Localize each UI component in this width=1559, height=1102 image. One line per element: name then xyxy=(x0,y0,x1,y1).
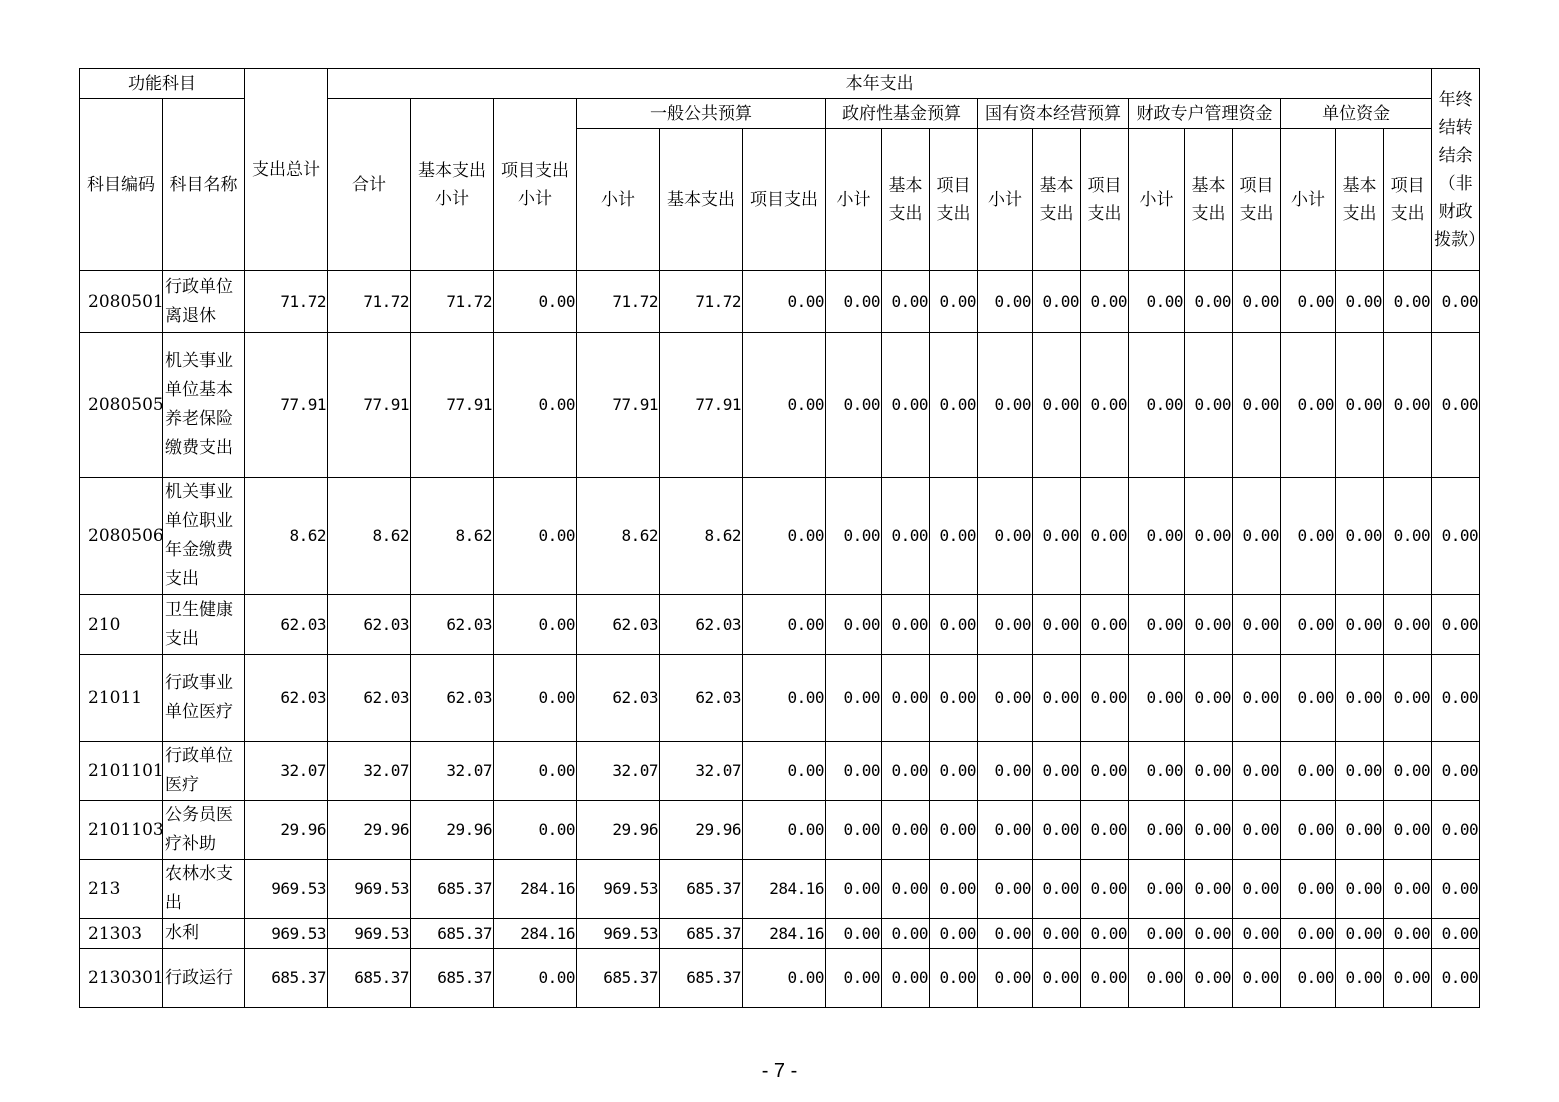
value-cell: 0.00 xyxy=(1033,801,1081,860)
value-cell: 0.00 xyxy=(882,860,930,919)
value-cell: 29.96 xyxy=(660,801,743,860)
value-cell: 0.00 xyxy=(1233,271,1281,333)
value-cell: 0.00 xyxy=(743,949,826,1008)
header-subtotal: 小计 xyxy=(826,129,882,271)
page-number: - 7 - xyxy=(761,1060,798,1082)
table-row xyxy=(80,949,1480,1008)
subject-code-cell: 21011 xyxy=(80,655,163,742)
value-cell: 62.03 xyxy=(328,595,411,655)
value-cell: 0.00 xyxy=(743,742,826,801)
subject-code-cell: 213 xyxy=(80,860,163,919)
subject-name-cell: 行政单位医疗 xyxy=(163,742,245,801)
value-cell: 0.00 xyxy=(930,742,978,801)
value-cell: 0.00 xyxy=(1129,478,1185,595)
value-cell: 0.00 xyxy=(826,655,882,742)
value-cell: 969.53 xyxy=(328,919,411,949)
subject-code-cell: 21303 xyxy=(80,919,163,949)
header-subtotal: 小计 xyxy=(1281,129,1336,271)
value-cell: 685.37 xyxy=(411,919,494,949)
value-cell: 77.91 xyxy=(328,333,411,478)
value-cell: 0.00 xyxy=(1336,919,1384,949)
value-cell: 685.37 xyxy=(577,949,660,1008)
value-cell: 0.00 xyxy=(1185,271,1233,333)
value-cell: 0.00 xyxy=(1336,801,1384,860)
value-cell: 0.00 xyxy=(826,595,882,655)
value-cell: 8.62 xyxy=(245,478,328,595)
subject-name-cell: 机关事业单位职业年金缴费支出 xyxy=(163,478,245,595)
value-cell: 969.53 xyxy=(577,860,660,919)
header-this-year-expense: 本年支出 xyxy=(328,69,1432,99)
value-cell: 71.72 xyxy=(411,271,494,333)
value-cell: 0.00 xyxy=(930,949,978,1008)
value-cell: 0.00 xyxy=(1281,801,1336,860)
value-cell: 0.00 xyxy=(1384,655,1432,742)
value-cell: 0.00 xyxy=(1281,919,1336,949)
value-cell: 0.00 xyxy=(1033,655,1081,742)
table-row xyxy=(80,655,1480,742)
value-cell: 0.00 xyxy=(1336,949,1384,1008)
value-cell: 0.00 xyxy=(1129,333,1185,478)
subject-name-cell: 行政事业单位医疗 xyxy=(163,655,245,742)
value-cell: 685.37 xyxy=(660,919,743,949)
subject-code-cell: 2080501 xyxy=(80,271,163,333)
subject-name-cell: 公务员医疗补助 xyxy=(163,801,245,860)
header-fiscal-special: 财政专户管理资金 xyxy=(1129,99,1281,129)
value-cell: 0.00 xyxy=(882,801,930,860)
value-cell: 0.00 xyxy=(978,655,1033,742)
value-cell: 0.00 xyxy=(1185,333,1233,478)
value-cell: 0.00 xyxy=(743,655,826,742)
value-cell: 0.00 xyxy=(1233,655,1281,742)
value-cell: 0.00 xyxy=(1384,478,1432,595)
value-cell: 284.16 xyxy=(743,919,826,949)
table-row xyxy=(80,478,1480,595)
value-cell: 32.07 xyxy=(577,742,660,801)
value-cell: 0.00 xyxy=(1033,271,1081,333)
value-cell: 0.00 xyxy=(1432,478,1480,595)
value-cell: 0.00 xyxy=(1336,595,1384,655)
value-cell: 0.00 xyxy=(1281,478,1336,595)
budget-expense-table xyxy=(79,68,1486,1008)
value-cell: 8.62 xyxy=(328,478,411,595)
value-cell: 0.00 xyxy=(1432,595,1480,655)
value-cell: 0.00 xyxy=(1185,919,1233,949)
value-cell: 0.00 xyxy=(882,919,930,949)
value-cell: 0.00 xyxy=(1185,860,1233,919)
header-basic-expense: 基本支出 xyxy=(1033,129,1081,271)
value-cell: 71.72 xyxy=(660,271,743,333)
value-cell: 0.00 xyxy=(743,271,826,333)
value-cell: 0.00 xyxy=(882,478,930,595)
value-cell: 0.00 xyxy=(1336,742,1384,801)
value-cell: 0.00 xyxy=(930,478,978,595)
value-cell: 0.00 xyxy=(1336,333,1384,478)
value-cell: 0.00 xyxy=(1129,801,1185,860)
value-cell: 969.53 xyxy=(328,860,411,919)
value-cell: 0.00 xyxy=(1129,919,1185,949)
value-cell: 0.00 xyxy=(743,333,826,478)
value-cell: 0.00 xyxy=(494,271,577,333)
value-cell: 0.00 xyxy=(1185,742,1233,801)
value-cell: 0.00 xyxy=(494,655,577,742)
value-cell: 0.00 xyxy=(494,333,577,478)
value-cell: 8.62 xyxy=(577,478,660,595)
value-cell: 0.00 xyxy=(930,655,978,742)
value-cell: 32.07 xyxy=(411,742,494,801)
value-cell: 62.03 xyxy=(577,655,660,742)
table-row xyxy=(80,860,1480,919)
subject-code-cell: 2080506 xyxy=(80,478,163,595)
value-cell: 0.00 xyxy=(978,860,1033,919)
value-cell: 0.00 xyxy=(1281,860,1336,919)
value-cell: 0.00 xyxy=(1233,595,1281,655)
value-cell: 0.00 xyxy=(1432,860,1480,919)
value-cell: 0.00 xyxy=(1233,949,1281,1008)
value-cell: 0.00 xyxy=(1384,949,1432,1008)
header-subtotal: 小计 xyxy=(1129,129,1185,271)
value-cell: 685.37 xyxy=(328,949,411,1008)
header-state-capital-budget: 国有资本经营预算 xyxy=(978,99,1129,129)
value-cell: 0.00 xyxy=(1384,595,1432,655)
value-cell: 0.00 xyxy=(1081,655,1129,742)
subject-name-cell: 行政单位离退休 xyxy=(163,271,245,333)
value-cell: 0.00 xyxy=(882,595,930,655)
table-body xyxy=(80,271,1480,1008)
value-cell: 0.00 xyxy=(1233,919,1281,949)
value-cell: 77.91 xyxy=(411,333,494,478)
value-cell: 0.00 xyxy=(930,333,978,478)
value-cell: 62.03 xyxy=(245,655,328,742)
value-cell: 71.72 xyxy=(577,271,660,333)
value-cell: 0.00 xyxy=(1129,860,1185,919)
value-cell: 0.00 xyxy=(494,949,577,1008)
value-cell: 0.00 xyxy=(494,801,577,860)
subject-name-cell: 机关事业单位基本养老保险缴费支出 xyxy=(163,333,245,478)
value-cell: 62.03 xyxy=(660,595,743,655)
value-cell: 0.00 xyxy=(1384,801,1432,860)
value-cell: 29.96 xyxy=(328,801,411,860)
value-cell: 0.00 xyxy=(978,742,1033,801)
value-cell: 0.00 xyxy=(1185,478,1233,595)
value-cell: 0.00 xyxy=(1233,801,1281,860)
value-cell: 0.00 xyxy=(1185,801,1233,860)
value-cell: 0.00 xyxy=(1432,919,1480,949)
value-cell: 0.00 xyxy=(826,271,882,333)
value-cell: 0.00 xyxy=(978,949,1033,1008)
value-cell: 32.07 xyxy=(328,742,411,801)
value-cell: 32.07 xyxy=(245,742,328,801)
value-cell: 284.16 xyxy=(743,860,826,919)
value-cell: 0.00 xyxy=(1336,655,1384,742)
header-project-subtotal: 项目支出小计 xyxy=(494,99,577,271)
subject-code-cell: 2101101 xyxy=(80,742,163,801)
value-cell: 0.00 xyxy=(826,949,882,1008)
header-func-subject: 功能科目 xyxy=(80,69,245,99)
value-cell: 0.00 xyxy=(1081,742,1129,801)
value-cell: 969.53 xyxy=(577,919,660,949)
value-cell: 0.00 xyxy=(826,742,882,801)
value-cell: 0.00 xyxy=(1281,333,1336,478)
header-basic-subtotal: 基本支出小计 xyxy=(411,99,494,271)
value-cell: 0.00 xyxy=(743,478,826,595)
value-cell: 0.00 xyxy=(1185,595,1233,655)
subject-code-cell: 210 xyxy=(80,595,163,655)
table-row xyxy=(80,742,1480,801)
value-cell: 0.00 xyxy=(1033,949,1081,1008)
header-gov-fund-budget: 政府性基金预算 xyxy=(826,99,978,129)
value-cell: 0.00 xyxy=(1384,860,1432,919)
value-cell: 0.00 xyxy=(1281,655,1336,742)
value-cell: 0.00 xyxy=(1033,478,1081,595)
value-cell: 0.00 xyxy=(1233,742,1281,801)
value-cell: 0.00 xyxy=(1384,919,1432,949)
value-cell: 62.03 xyxy=(245,595,328,655)
value-cell: 29.96 xyxy=(245,801,328,860)
value-cell: 0.00 xyxy=(1081,949,1129,1008)
header-total: 合计 xyxy=(328,99,411,271)
value-cell: 0.00 xyxy=(826,860,882,919)
header-year-end-balance: 年终结转结余（非财政拨款） xyxy=(1432,69,1480,271)
value-cell: 0.00 xyxy=(1432,801,1480,860)
subject-code-cell: 2101103 xyxy=(80,801,163,860)
value-cell: 77.91 xyxy=(577,333,660,478)
header-basic-expense: 基本支出 xyxy=(660,129,743,271)
table-row xyxy=(80,919,1480,949)
header-project-expense: 项目支出 xyxy=(1081,129,1129,271)
value-cell: 0.00 xyxy=(1336,478,1384,595)
value-cell: 0.00 xyxy=(1081,801,1129,860)
header-project-expense: 项目支出 xyxy=(1384,129,1432,271)
table-row xyxy=(80,801,1480,860)
value-cell: 0.00 xyxy=(1081,919,1129,949)
subject-name-cell: 行政运行 xyxy=(163,949,245,1008)
value-cell: 0.00 xyxy=(1281,742,1336,801)
header-subject-code: 科目编码 xyxy=(80,99,163,271)
value-cell: 685.37 xyxy=(411,860,494,919)
value-cell: 0.00 xyxy=(1129,595,1185,655)
value-cell: 0.00 xyxy=(1033,595,1081,655)
value-cell: 0.00 xyxy=(1185,655,1233,742)
value-cell: 29.96 xyxy=(411,801,494,860)
value-cell: 0.00 xyxy=(930,860,978,919)
table-row xyxy=(80,271,1480,333)
value-cell: 0.00 xyxy=(743,801,826,860)
value-cell: 0.00 xyxy=(1081,333,1129,478)
table-header xyxy=(80,69,1486,271)
value-cell: 8.62 xyxy=(660,478,743,595)
value-cell: 0.00 xyxy=(882,655,930,742)
value-cell: 0.00 xyxy=(1129,271,1185,333)
value-cell: 0.00 xyxy=(1281,949,1336,1008)
value-cell: 71.72 xyxy=(245,271,328,333)
value-cell: 685.37 xyxy=(245,949,328,1008)
value-cell: 0.00 xyxy=(1185,949,1233,1008)
value-cell: 0.00 xyxy=(1033,333,1081,478)
value-cell: 0.00 xyxy=(1384,333,1432,478)
header-basic-expense: 基本支出 xyxy=(882,129,930,271)
value-cell: 0.00 xyxy=(930,271,978,333)
value-cell: 0.00 xyxy=(1129,655,1185,742)
value-cell: 0.00 xyxy=(826,478,882,595)
value-cell: 0.00 xyxy=(882,271,930,333)
value-cell: 284.16 xyxy=(494,919,577,949)
header-subtotal: 小计 xyxy=(577,129,660,271)
value-cell: 32.07 xyxy=(660,742,743,801)
value-cell: 0.00 xyxy=(1432,333,1480,478)
value-cell: 0.00 xyxy=(1281,271,1336,333)
header-project-expense: 项目支出 xyxy=(930,129,978,271)
value-cell: 0.00 xyxy=(978,333,1033,478)
value-cell: 0.00 xyxy=(1033,919,1081,949)
value-cell: 0.00 xyxy=(1081,860,1129,919)
value-cell: 0.00 xyxy=(978,478,1033,595)
value-cell: 685.37 xyxy=(411,949,494,1008)
header-subject-name: 科目名称 xyxy=(163,99,245,271)
value-cell: 969.53 xyxy=(245,919,328,949)
value-cell: 0.00 xyxy=(1384,742,1432,801)
value-cell: 0.00 xyxy=(494,742,577,801)
value-cell: 0.00 xyxy=(930,801,978,860)
subject-name-cell: 农林水支出 xyxy=(163,860,245,919)
value-cell: 0.00 xyxy=(930,595,978,655)
table-row xyxy=(80,595,1480,655)
value-cell: 62.03 xyxy=(328,655,411,742)
value-cell: 685.37 xyxy=(660,860,743,919)
value-cell: 0.00 xyxy=(1081,271,1129,333)
value-cell: 0.00 xyxy=(1336,271,1384,333)
value-cell: 62.03 xyxy=(660,655,743,742)
value-cell: 284.16 xyxy=(494,860,577,919)
value-cell: 0.00 xyxy=(1384,271,1432,333)
subject-code-cell: 2080505 xyxy=(80,333,163,478)
value-cell: 685.37 xyxy=(660,949,743,1008)
value-cell: 8.62 xyxy=(411,478,494,595)
value-cell: 0.00 xyxy=(1432,949,1480,1008)
value-cell: 0.00 xyxy=(882,742,930,801)
value-cell: 0.00 xyxy=(1129,742,1185,801)
value-cell: 0.00 xyxy=(882,333,930,478)
value-cell: 0.00 xyxy=(494,595,577,655)
value-cell: 62.03 xyxy=(411,655,494,742)
header-project-expense: 项目支出 xyxy=(743,129,826,271)
value-cell: 0.00 xyxy=(1432,655,1480,742)
value-cell: 77.91 xyxy=(245,333,328,478)
value-cell: 77.91 xyxy=(660,333,743,478)
subject-name-cell: 水利 xyxy=(163,919,245,949)
header-general-budget: 一般公共预算 xyxy=(577,99,826,129)
value-cell: 0.00 xyxy=(826,919,882,949)
value-cell: 0.00 xyxy=(1432,271,1480,333)
subject-code-cell: 2130301 xyxy=(80,949,163,1008)
value-cell: 0.00 xyxy=(743,595,826,655)
value-cell: 0.00 xyxy=(1233,333,1281,478)
value-cell: 0.00 xyxy=(1233,860,1281,919)
value-cell: 0.00 xyxy=(882,949,930,1008)
value-cell: 71.72 xyxy=(328,271,411,333)
value-cell: 0.00 xyxy=(1233,478,1281,595)
table-row xyxy=(80,333,1480,478)
value-cell: 29.96 xyxy=(577,801,660,860)
subject-name-cell: 卫生健康支出 xyxy=(163,595,245,655)
value-cell: 0.00 xyxy=(494,478,577,595)
value-cell: 0.00 xyxy=(1081,595,1129,655)
header-project-expense: 项目支出 xyxy=(1233,129,1281,271)
value-cell: 0.00 xyxy=(978,919,1033,949)
value-cell: 969.53 xyxy=(245,860,328,919)
value-cell: 0.00 xyxy=(930,919,978,949)
header-basic-expense: 基本支出 xyxy=(1336,129,1384,271)
value-cell: 62.03 xyxy=(411,595,494,655)
value-cell: 0.00 xyxy=(1129,949,1185,1008)
value-cell: 0.00 xyxy=(1033,860,1081,919)
value-cell: 0.00 xyxy=(1033,742,1081,801)
value-cell: 0.00 xyxy=(1432,742,1480,801)
value-cell: 62.03 xyxy=(577,595,660,655)
value-cell: 0.00 xyxy=(978,595,1033,655)
header-total-expense: 支出总计 xyxy=(245,69,328,271)
value-cell: 0.00 xyxy=(978,801,1033,860)
value-cell: 0.00 xyxy=(978,271,1033,333)
value-cell: 0.00 xyxy=(1336,860,1384,919)
value-cell: 0.00 xyxy=(826,801,882,860)
value-cell: 0.00 xyxy=(1281,595,1336,655)
header-basic-expense: 基本支出 xyxy=(1185,129,1233,271)
value-cell: 0.00 xyxy=(1081,478,1129,595)
header-unit-funds: 单位资金 xyxy=(1281,99,1432,129)
header-subtotal: 小计 xyxy=(978,129,1033,271)
value-cell: 0.00 xyxy=(826,333,882,478)
